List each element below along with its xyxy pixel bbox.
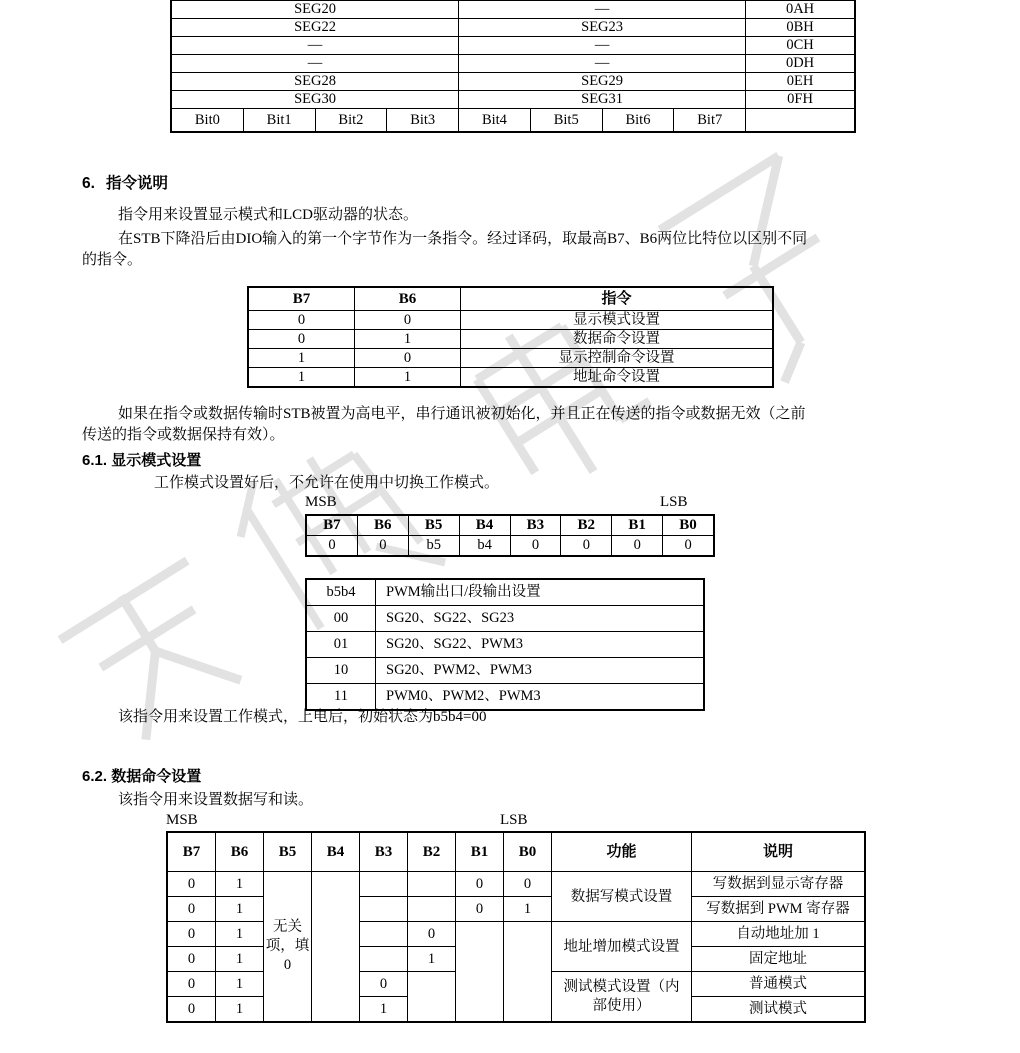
para3-line2: 传送的指令或数据保持有效）。 [82,427,285,443]
table-row [171,37,855,55]
cell-description: 测试模式 [692,997,866,1023]
cell-b6: 1 [355,330,461,349]
cell-b2: 1 [408,947,456,972]
seg-cell-addr: 0CH [746,37,855,55]
col-header-instruction: 指令 [461,287,774,311]
table-row [171,91,855,109]
cell-dont-care [264,872,312,1023]
dont-care-line1: 无关项，填 [265,919,310,954]
seg-cell-left: SEG30 [171,91,459,109]
section-61-note: 该指令用来设置工作模式，上电后，初始状态为b5b4=00 [118,709,487,725]
seg-cell-right: — [459,37,746,55]
cell-b0: 1 [504,897,552,922]
cell-b6: 1 [216,997,264,1023]
segment-address-table [170,0,856,133]
seg-cell-right: — [459,55,746,73]
table-row [248,368,773,388]
table-row [248,330,773,349]
cell-b7: 1 [248,349,355,368]
cell-b1: 0 [456,897,504,922]
lsb-label-1: LSB [660,494,688,510]
cell-b6: 1 [355,368,461,388]
para3-line1: 如果在指令或数据传输时STB被置为高电平，串行通讯被初始化，并且正在传送的指令或数据无效（之前 [118,406,806,422]
table-row [171,19,855,37]
cell-b5-value: b5 [408,536,459,557]
seg-cell-right: SEG31 [459,91,746,109]
cell-b3 [360,897,408,922]
cell-function-1: 数据写模式设置 [552,872,692,922]
bit-cell: Bit6 [602,109,674,133]
cell-b5b4: 10 [306,658,376,684]
seg-cell-addr: 0DH [746,55,855,73]
cell-b3 [360,947,408,972]
seg-cell-addr: 0FH [746,91,855,109]
cell-b2-value: 0 [561,536,612,557]
cell-b6: 0 [355,311,461,330]
cell-b3: 1 [360,997,408,1023]
cell-b6: 0 [355,349,461,368]
table-row [248,349,773,368]
cell-b1-blank [456,922,504,1023]
col-header-b1: B1 [612,515,663,536]
cell-pwm-setting: SG20、SG22、SG23 [376,606,705,632]
display-mode-bits-table [305,514,715,557]
bit-cell: Bit7 [674,109,746,133]
col-header-b2: B2 [561,515,612,536]
cell-instruction: 数据命令设置 [461,330,774,349]
bit-cell: Bit0 [171,109,243,133]
bit-cell-empty [746,109,855,133]
cell-b3 [360,872,408,897]
col-header-b4: B4 [312,832,360,872]
table-row [167,872,865,897]
cell-b7-value: 0 [306,536,357,557]
col-header-b7: B7 [306,515,357,536]
section-62-heading [82,765,201,786]
cell-b7: 0 [167,997,216,1023]
cell-b4-value: b4 [459,536,510,557]
cell-function-3 [552,972,692,1023]
cell-instruction: 地址命令设置 [461,368,774,388]
table-header-row [306,579,704,606]
function-3-line1: 测试模式设置（内 [563,978,680,995]
cell-b6-value: 0 [357,536,408,557]
cell-b2: 0 [408,922,456,947]
col-header-b0: B0 [504,832,552,872]
col-header-function: 功能 [552,832,692,872]
table-row [306,632,704,658]
instruction-decode-table [247,286,774,388]
table-row [171,55,855,73]
cell-b4-blank [312,872,360,1023]
section-61-para: 工作模式设置好后，不允许在使用中切换工作模式。 [154,475,500,491]
section-6-para2 [82,229,956,271]
col-header-b2: B2 [408,832,456,872]
seg-cell-left: SEG20 [171,0,459,19]
bit-cell: Bit2 [315,109,387,133]
cell-b2 [408,897,456,922]
section-61-number: 6.1. [82,452,108,469]
cell-b7: 0 [167,872,216,897]
cell-function-2: 地址增加模式设置 [552,922,692,972]
col-header-b6: B6 [355,287,461,311]
section-6-title: 指令说明 [106,175,169,192]
cell-description: 普通模式 [692,972,866,997]
col-header-b0: B0 [663,515,714,536]
seg-cell-right: — [459,0,746,19]
cell-b7: 0 [248,330,355,349]
seg-cell-addr: 0AH [746,0,855,19]
col-header-b1: B1 [456,832,504,872]
cell-b5b4: 01 [306,632,376,658]
seg-cell-left: SEG28 [171,73,459,91]
msb-label-2: MSB [166,812,198,828]
cell-b7: 0 [167,897,216,922]
col-header-b3: B3 [360,832,408,872]
bit-cell: Bit1 [243,109,315,133]
col-header-b6: B6 [357,515,408,536]
table-row [306,536,714,557]
bit-cell: Bit5 [530,109,602,133]
cell-b6: 1 [216,972,264,997]
section-62-para: 该指令用来设置数据写和读。 [118,792,314,808]
table-row-bits [171,109,855,133]
section-6-heading [82,171,168,193]
seg-cell-right: SEG23 [459,19,746,37]
cell-b7: 0 [167,947,216,972]
section-61-heading [82,449,201,470]
seg-cell-left: — [171,37,459,55]
col-header-b5: B5 [408,515,459,536]
cell-b7: 0 [248,311,355,330]
col-header-b3: B3 [510,515,561,536]
lsb-label-2: LSB [500,812,528,828]
cell-instruction: 显示控制命令设置 [461,349,774,368]
cell-b0-blank [504,922,552,1023]
cell-instruction: 显示模式设置 [461,311,774,330]
function-3-line2: 部使用） [592,997,651,1014]
cell-pwm-setting: PWM0、PWM2、PWM3 [376,684,705,711]
section-6-number: 6. [82,175,95,192]
bit-cell: Bit4 [459,109,531,133]
table-row [171,73,855,91]
cell-description: 写数据到显示寄存器 [692,872,866,897]
dont-care-line2: 0 [283,957,292,973]
col-header-description: 说明 [692,832,866,872]
cell-b1: 0 [456,872,504,897]
cell-b0: 0 [504,872,552,897]
cell-b5b4: 11 [306,684,376,711]
cell-b0-value: 0 [663,536,714,557]
cell-b6: 1 [216,947,264,972]
table-header-row [248,287,773,311]
col-header-b4: B4 [459,515,510,536]
cell-b6: 1 [216,872,264,897]
cell-b1-value: 0 [612,536,663,557]
section-6-para3 [82,404,958,446]
cell-b3-value: 0 [510,536,561,557]
msb-label-1: MSB [305,494,337,510]
cell-b5b4: 00 [306,606,376,632]
section-62-number: 6.2. [82,768,108,785]
cell-b6: 1 [216,897,264,922]
para2-line1: 在STB下降沿后由DIO输入的第一个字节作为一条指令。经过译码，取最高B7、B6两位比特位以区别不同 [118,231,808,247]
seg-cell-left: SEG22 [171,19,459,37]
cell-pwm-setting: SG20、SG22、PWM3 [376,632,705,658]
para2-line2: 的指令。 [82,252,143,268]
table-header-row [167,832,865,872]
table-row [306,606,704,632]
cell-b6: 1 [216,922,264,947]
cell-description: 固定地址 [692,947,866,972]
cell-pwm-setting: SG20、PWM2、PWM3 [376,658,705,684]
table-header-row [306,515,714,536]
seg-cell-addr: 0BH [746,19,855,37]
table-row [171,0,855,19]
table-row [248,311,773,330]
section-62-title: 数据命令设置 [111,768,202,785]
cell-description: 自动地址加 1 [692,922,866,947]
cell-b7: 1 [248,368,355,388]
data-command-table [166,831,866,1023]
col-header-b7: B7 [167,832,216,872]
col-header-b5b4: b5b4 [306,579,376,606]
cell-b7: 0 [167,972,216,997]
col-header-b7: B7 [248,287,355,311]
cell-b3: 0 [360,972,408,997]
cell-description: 写数据到 PWM 寄存器 [692,897,866,922]
seg-cell-left: — [171,55,459,73]
cell-b7: 0 [167,922,216,947]
section-61-title: 显示模式设置 [111,452,202,469]
seg-cell-addr: 0EH [746,73,855,91]
col-header-b5: B5 [264,832,312,872]
bit-cell: Bit3 [387,109,459,133]
col-header-pwm-setting: PWM输出口/段输出设置 [376,579,705,606]
section-6-para1: 指令用来设置显示模式和LCD驱动器的状态。 [118,207,419,223]
cell-b2 [408,872,456,897]
cell-b2-blank [408,972,456,1023]
seg-cell-right: SEG29 [459,73,746,91]
col-header-b6: B6 [216,832,264,872]
table-row [306,658,704,684]
pwm-output-table [305,578,705,711]
cell-b3 [360,922,408,947]
